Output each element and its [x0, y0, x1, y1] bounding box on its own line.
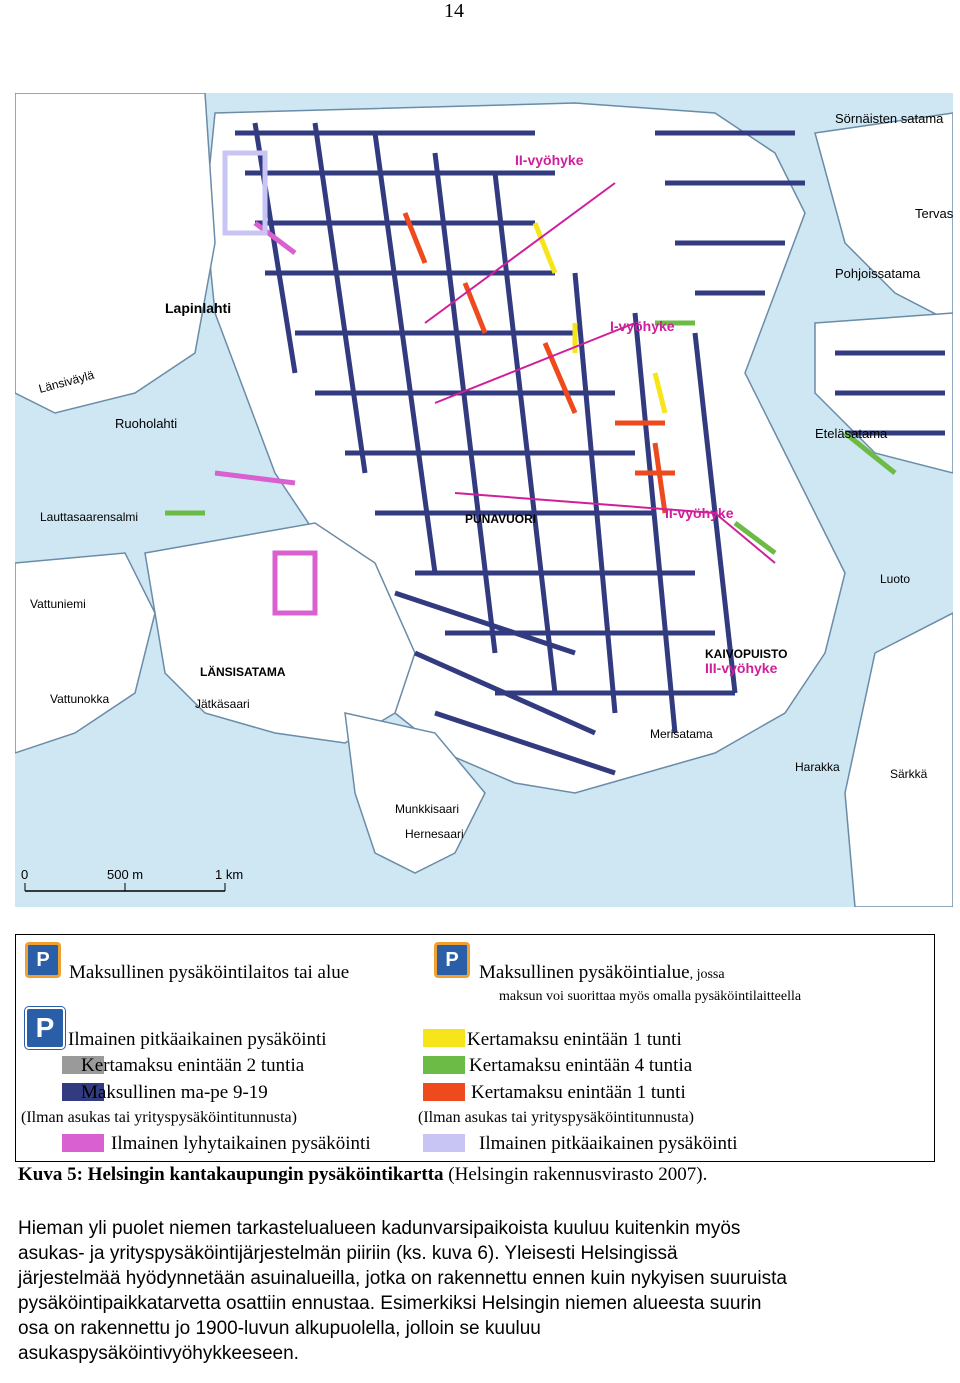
legend-red: Kertamaksu enintään 1 tunti — [471, 1082, 686, 1103]
map-label-zone2-north: II-vyöhyke — [515, 152, 584, 168]
map-label-munkkisaari: Munkkisaari — [395, 802, 460, 816]
paragraph-line: Hieman yli puolet niemen tarkastelualueen kadunvarsipaikoista kuuluu kuitenkin myös — [18, 1218, 741, 1239]
legend-yellow: Kertamaksu enintään 1 tunti — [467, 1029, 682, 1050]
legend-lavender: Ilmainen pitkäaikainen pysäköinti — [479, 1133, 738, 1154]
map-label-jatkasaari: Jätkäsaari — [195, 697, 250, 711]
legend-navy: Maksullinen ma-pe 9-19 — [81, 1082, 268, 1103]
map-label-sarkka: Särkkä — [890, 767, 928, 781]
legend-navy-note: (Ilman asukas tai yrityspysäköintitunnusta) — [21, 1109, 297, 1126]
map-label-ruoholahti: Ruoholahti — [115, 416, 178, 431]
parking-map — [15, 93, 953, 907]
legend-paid-area-suffix: , jossa — [689, 967, 725, 982]
caption-title: Kuva 5: Helsingin kantakaupungin pysäköintikartta — [18, 1164, 444, 1185]
legend-green: Kertamaksu enintään 4 tuntia — [469, 1055, 693, 1076]
map-label-zone2-east: II-vyöhyke — [665, 505, 734, 521]
map-legend — [15, 934, 935, 1162]
map-label-lansisatama: LÄNSISATAMA — [200, 665, 286, 679]
paragraph-line: pysäköintipaikkatarvetta osattiin ennustaa. Esimerkiksi Helsingin niemen alueesta suurin — [18, 1293, 762, 1314]
map-label-merisatama: Merisatama — [650, 727, 713, 741]
map-label-lapinlahti: Lapinlahti — [165, 300, 232, 316]
swatch-green — [423, 1056, 465, 1074]
caption-source: (Helsingin rakennusvirasto 2007). — [443, 1164, 708, 1185]
map-label-sornaisten-satama: Sörnäisten satama — [835, 111, 944, 126]
map-label-luoto: Luoto — [880, 572, 911, 586]
map-label-vattuniemi: Vattuniemi — [30, 597, 86, 611]
paragraph-line: asukaspysäköintivyöhykkeeseen. — [18, 1343, 299, 1364]
map-label-hernesaari: Hernesaari — [405, 827, 464, 841]
map-label-harakka: Harakka — [795, 760, 840, 774]
legend-pink: Ilmainen lyhytaikainen pysäköinti — [111, 1133, 371, 1154]
map-label-torvas: Tervas — [915, 206, 953, 221]
legend-free-long-left: Ilmainen pitkäaikainen pysäköinti — [68, 1029, 327, 1050]
swatch-lavender — [423, 1134, 465, 1152]
legend-paid-area-label: Maksullinen pysäköintialue — [479, 962, 690, 983]
legend-paid-facility: Maksullinen pysäköintilaitos tai alue — [69, 962, 350, 983]
map-label-lauttasaarensalmi: Lauttasaarensalmi — [40, 510, 139, 524]
swatch-pink — [62, 1134, 104, 1152]
legend-paid-area — [479, 962, 725, 984]
page-number: 14 — [444, 0, 464, 22]
map-label-kaivopuisto: KAIVOPUISTO — [705, 647, 788, 661]
map-label-vattunokka: Vattunokka — [50, 692, 110, 706]
map-label-lansivayla: Länsiväylä — [37, 367, 96, 396]
map-label-etelasatama: Eteläsatama — [815, 426, 888, 441]
map-label-pohjoissatama: Pohjoissatama — [835, 266, 921, 281]
map-label-zone1: I-vyöhyke — [610, 318, 675, 334]
paragraph-line: osa on rakennettu jo 1900-luvun alkupuolella, jolloin se kuuluu — [18, 1318, 541, 1339]
swatch-red — [423, 1083, 465, 1101]
scale-mid: 500 m — [107, 867, 144, 882]
parking-facility-icon: P — [25, 942, 61, 978]
scale-zero: 0 — [21, 867, 29, 882]
paragraph-line: järjestelmää hyödynnetään asuinalueilla, jotka on rakennettu ennen kuin nykyisen suuruista — [18, 1268, 787, 1289]
body-paragraph — [18, 1216, 938, 1366]
legend-gray: Kertamaksu enintään 2 tuntia — [81, 1055, 305, 1076]
map-label-zone3: III-vyöhyke — [705, 660, 778, 676]
legend-paid-area-note: maksun voi suorittaa myös omalla pysäköintilaitteella — [499, 989, 802, 1004]
paragraph-line: asukas- ja yrityspysäköintijärjestelmän piiriin (ks. kuva 6). Yleisesti Helsingissä — [18, 1243, 678, 1264]
map-label-punavuori: PUNAVUORI — [465, 512, 537, 526]
figure-caption — [18, 1164, 707, 1186]
scale-end: 1 km — [215, 867, 244, 882]
free-parking-icon: P — [25, 1007, 65, 1049]
legend-red-note: (Ilman asukas tai yrityspysäköintitunnusta) — [418, 1109, 694, 1126]
swatch-yellow — [423, 1029, 465, 1047]
parking-area-icon: P — [434, 942, 470, 978]
